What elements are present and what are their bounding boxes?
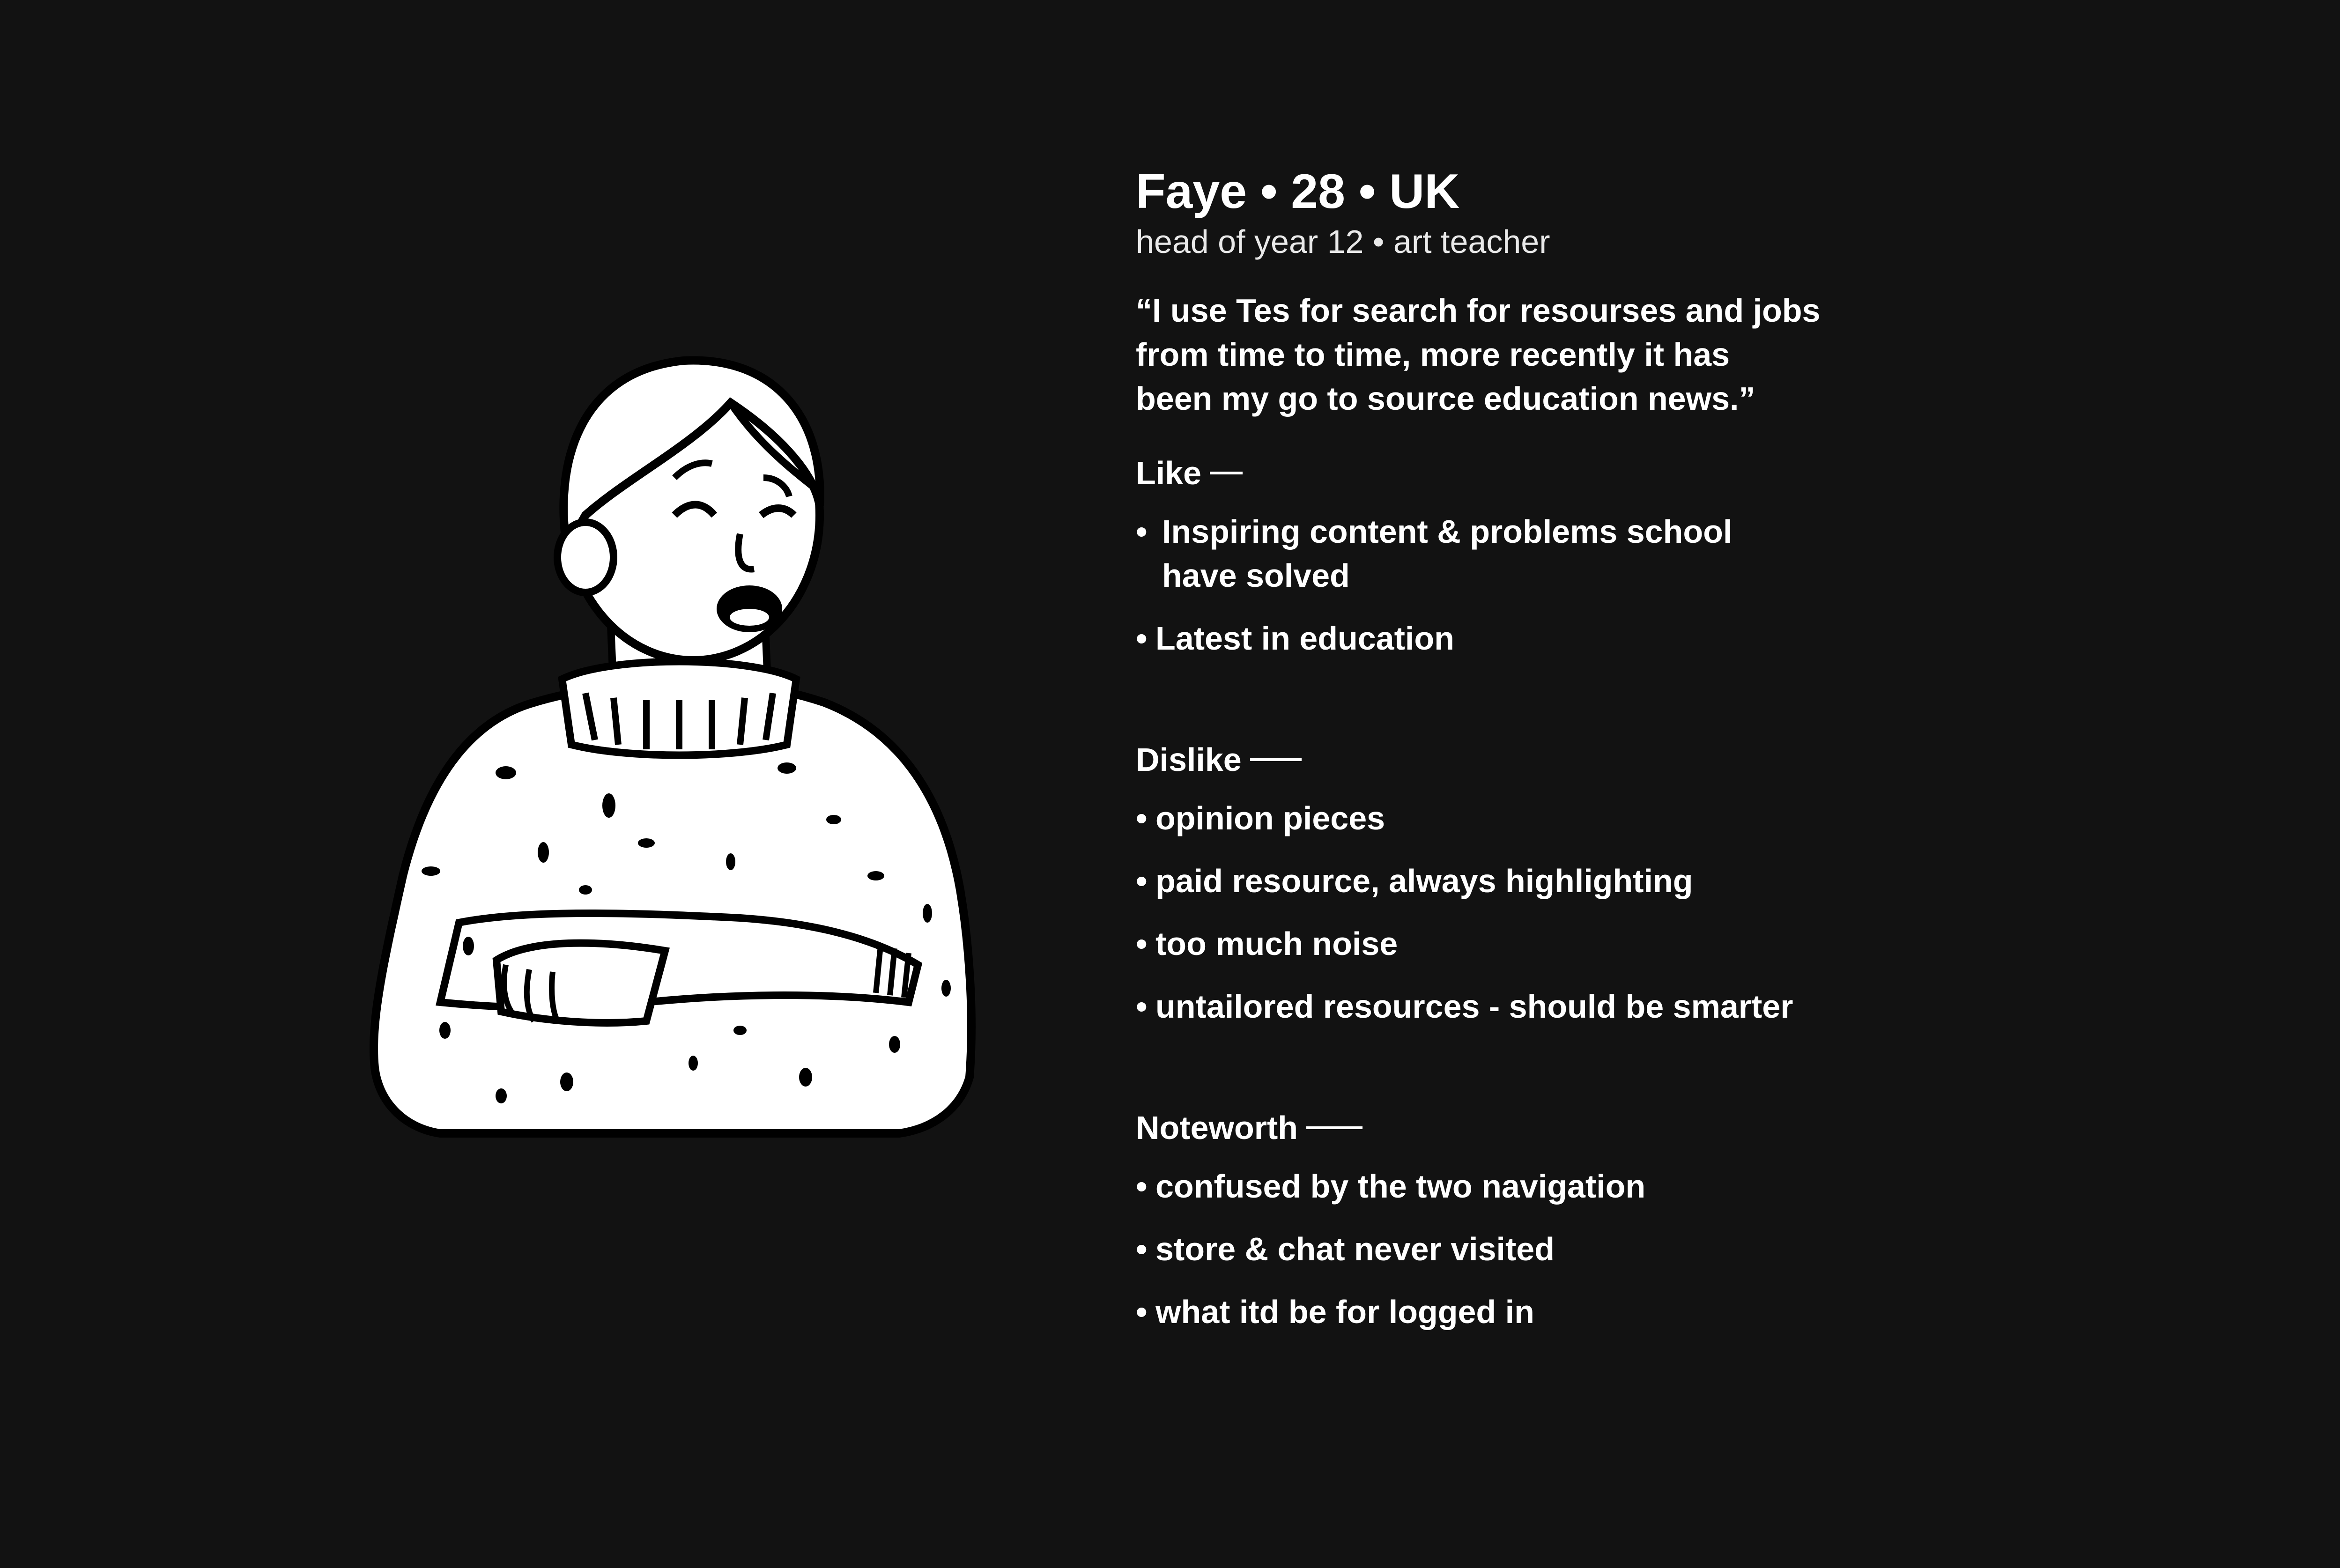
quote-line: “I use Tes for search for resourses and jobs [1136, 292, 1821, 329]
like-item-line: have solved [1162, 557, 1350, 594]
like-heading [1136, 453, 1885, 493]
like-item [1136, 510, 1885, 598]
noteworthy-list [1136, 1164, 1885, 1334]
persona-subtitle: head of year 12 • art teacher [1136, 223, 1550, 260]
heading-dash [1306, 1126, 1363, 1129]
woman-arms-crossed-icon [365, 337, 988, 1180]
noteworthy-item: • confused by the two navigation [1136, 1164, 1885, 1208]
dislike-item: • too much noise [1136, 922, 1885, 966]
persona-title: Faye • 28 • UK [1136, 164, 1460, 219]
dislike-item: • paid resource, always highlighting [1136, 859, 1885, 903]
heading-dash [1210, 472, 1243, 474]
noteworthy-heading [1136, 1108, 1885, 1147]
like-heading-label: Like [1136, 454, 1202, 491]
heading-dash [1250, 758, 1302, 761]
dislike-item: • untailored resources - should be smarter [1136, 984, 1885, 1028]
dislike-heading [1136, 740, 1885, 779]
persona-illustration [365, 337, 988, 1180]
quote-line: been my go to source education news.” [1136, 380, 1755, 417]
like-item [1136, 616, 1885, 660]
dislike-list [1136, 796, 1885, 1028]
like-item-line: Latest in education [1155, 620, 1454, 657]
noteworthy-item: • store & chat never visited [1136, 1227, 1885, 1271]
persona-quote [1136, 288, 1885, 421]
noteworthy-item: • what itd be for logged in [1136, 1290, 1885, 1334]
persona-text-panel [1136, 164, 1885, 1334]
like-item-line: • Inspiring content & problems school [1162, 513, 1733, 550]
quote-line: from time to time, more recently it has [1136, 336, 1730, 373]
dislike-item: • opinion pieces [1136, 796, 1885, 840]
dislike-heading-label: Dislike [1136, 741, 1242, 778]
like-list [1136, 510, 1885, 660]
noteworthy-heading-label: Noteworth [1136, 1109, 1298, 1146]
